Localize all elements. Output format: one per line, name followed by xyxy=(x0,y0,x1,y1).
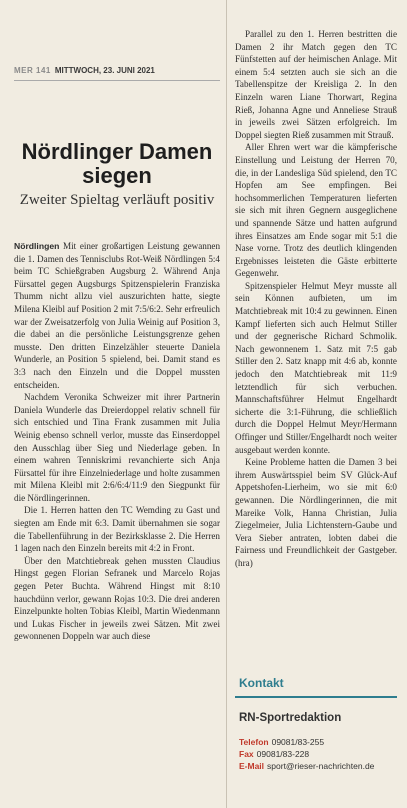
article-paragraph xyxy=(14,240,220,391)
phone-label: Telefon xyxy=(239,737,269,747)
article-paragraph: Parallel zu den 1. Herren bestritten die Damen 2 ihr Match gegen den TC Fünfstetten auf der heimischen Anlage. Mit einem 5:4 setzten auch sie sich an die Tabellenspitze der Kreisliga 2. In den Einzeln waren Liane Thorwart, Regina Rieß, Johanna Agne und Anneliese Strauß in jeweils zwei Sätzen erfolgreich. Im Doppel siegten Rieß zusammen mit Strauß. xyxy=(235,29,397,140)
column-divider xyxy=(226,0,227,808)
kontakt-heading: Kontakt xyxy=(239,676,284,690)
article-column-1 xyxy=(14,240,220,808)
kontakt-email xyxy=(239,761,374,771)
email-label: E-Mail xyxy=(239,761,265,771)
article-paragraph: Nachdem Veronika Schweizer mit ihrer Partnerin Daniela Wunderle das Dreierdoppel relativ schnell für sich entschied und Tina Frank zusammen mit Julia Weinig ebenso schnell verlor, musste das Einserdoppel den Ausschlag über Sieg und Niederlage geben. In einem wahren Tenniskrimi revanchierte sich Anja Fürsattel für ihre Einzelniederlage und holte zusammen mit Milena Kleibl mit 2:6/6:4/11:9 den Siegpunkt für die Nördlingerinnen. xyxy=(14,392,220,503)
article-column-2 xyxy=(235,28,397,674)
email-address: sport@rieser-nachrichten.de xyxy=(267,761,375,771)
paragraph-text: Mit einer großartigen Leistung gewannen die 1. Damen des Tennisclubs Rot-Weiß Nördlingen 5:4 beim TC Schießgraben Augsburg 2. Während Anja Fürsattel gegen Augsburgs Spitzenspielerin Franziska Thumm nicht allzu viel auszurichten hatte, siegte Milena Kleibl auf Position 2 mit 7:5/6:2. Sehr erfreulich war der Zweisatzerfolg von Julia Weinig auf Position 3, die dabei an die persönliche Leistungsgrenze gehen musste. Den dritten Einzelzähler steuerte Daniela Wunderle, an Position 5 spielend, bei. Damit stand es 3:3 nach den Einzeln und die Doppel mussten entscheiden. xyxy=(14,241,220,390)
article-paragraph: Aller Ehren wert war die kämpferische Einstellung und Leistung der Herren 70, die, in der Landesliga Süd spielend, den TC Hopfen am See empfingen. Bei hochsommerlichen Temperaturen lieferten sie sich mit ihren Gegnern ausgeglichene und spannende Sätze und hatten aufgrund ihres Einsatzes am Ende sogar mit 5:1 die Nase vorne. Trotz des deutlich klingenden Ergebnisses leisteten die Gäste erbitterte Gegenwehr. xyxy=(235,142,397,279)
kontakt-phone xyxy=(239,737,324,747)
page-section: MER 141 xyxy=(14,66,51,75)
fax-label: Fax xyxy=(239,749,254,759)
kontakt-rule xyxy=(235,696,397,698)
kontakt-organization: RN-Sportredaktion xyxy=(239,712,342,724)
article-paragraph: Keine Probleme hatten die Damen 3 bei ihrem Auswärtsspiel beim SV Glück-Auf Appetshofen-Lierheim, wo sie mit 6:0 gewannen. Die Nördlingerinnen, die mit Mareike Volk, Hanna Christian, Julia Ziegelmeier, Julia Lichtenstern-Gaube und Vera Sieber antraten, lobten dabei die Fairness und Freundlichkeit der Gastgeber. (hra) xyxy=(235,457,397,568)
header-rule xyxy=(14,80,220,81)
article-dateline: Nördlingen xyxy=(14,241,60,251)
page-dateline xyxy=(14,66,224,75)
kontakt-fax xyxy=(239,749,309,759)
article-paragraph: Spitzenspieler Helmut Meyr musste all sein Können aufbieten, um im Matchtiebreak mit 10:4 zu gewinnen. Einen Kampf lieferten sich auch Helmut Stiller und der gegnerische Richard Schmolik. Nach gewonnenem 1. Satz mit 7:5 gab Stiller den 2. Satz knapp mit 4:6 ab, konnte jedoch den Matchtiebreak mit 11:9 letztendlich für sich verbuchen. Mannschaftsführer Helmut Engelhardt sicherte die 3:1-Führung, die schließlich durch die Doppel Helmut Meyr/Hermann Offinger und Stiller/Engelhardt noch weiter ausgebaut werden konnte. xyxy=(235,280,397,455)
fax-number: 09081/83-228 xyxy=(256,749,310,759)
article-headline: Nördlinger Damen siegen xyxy=(21,139,213,188)
article-paragraph: Die 1. Herren hatten den TC Wemding zu Gast und siegten am Ende mit 6:3. Damit übernahmen sie sogar die Tabellenführung in der Bezirksklasse 2. Die Herren 1 lagen nach den Einzeln bereits mit 4:2 in Front. xyxy=(14,505,220,554)
phone-number: 09081/83-255 xyxy=(271,737,325,747)
article-paragraph: Über den Matchtiebreak gehen mussten Claudius Hingst gegen Florian Sefranek und Marcelo Rojas gegen Peter Buchta. Während Hingst mit 8:10 hauchdünn verlor, gewann Rojas 10:3. Die drei anderen Einzelpunkte holten Tobias Kleibl, Martin Wiedenmann und Lukas Fischer in jeweils zwei Sätzen. Mit zwei gewonnenen Doppeln war auch diese xyxy=(14,555,220,642)
article-subheadline: Zweiter Spieltag verläuft positiv xyxy=(19,192,215,208)
issue-date: MITTWOCH, 23. JUNI 2021 xyxy=(54,66,155,75)
